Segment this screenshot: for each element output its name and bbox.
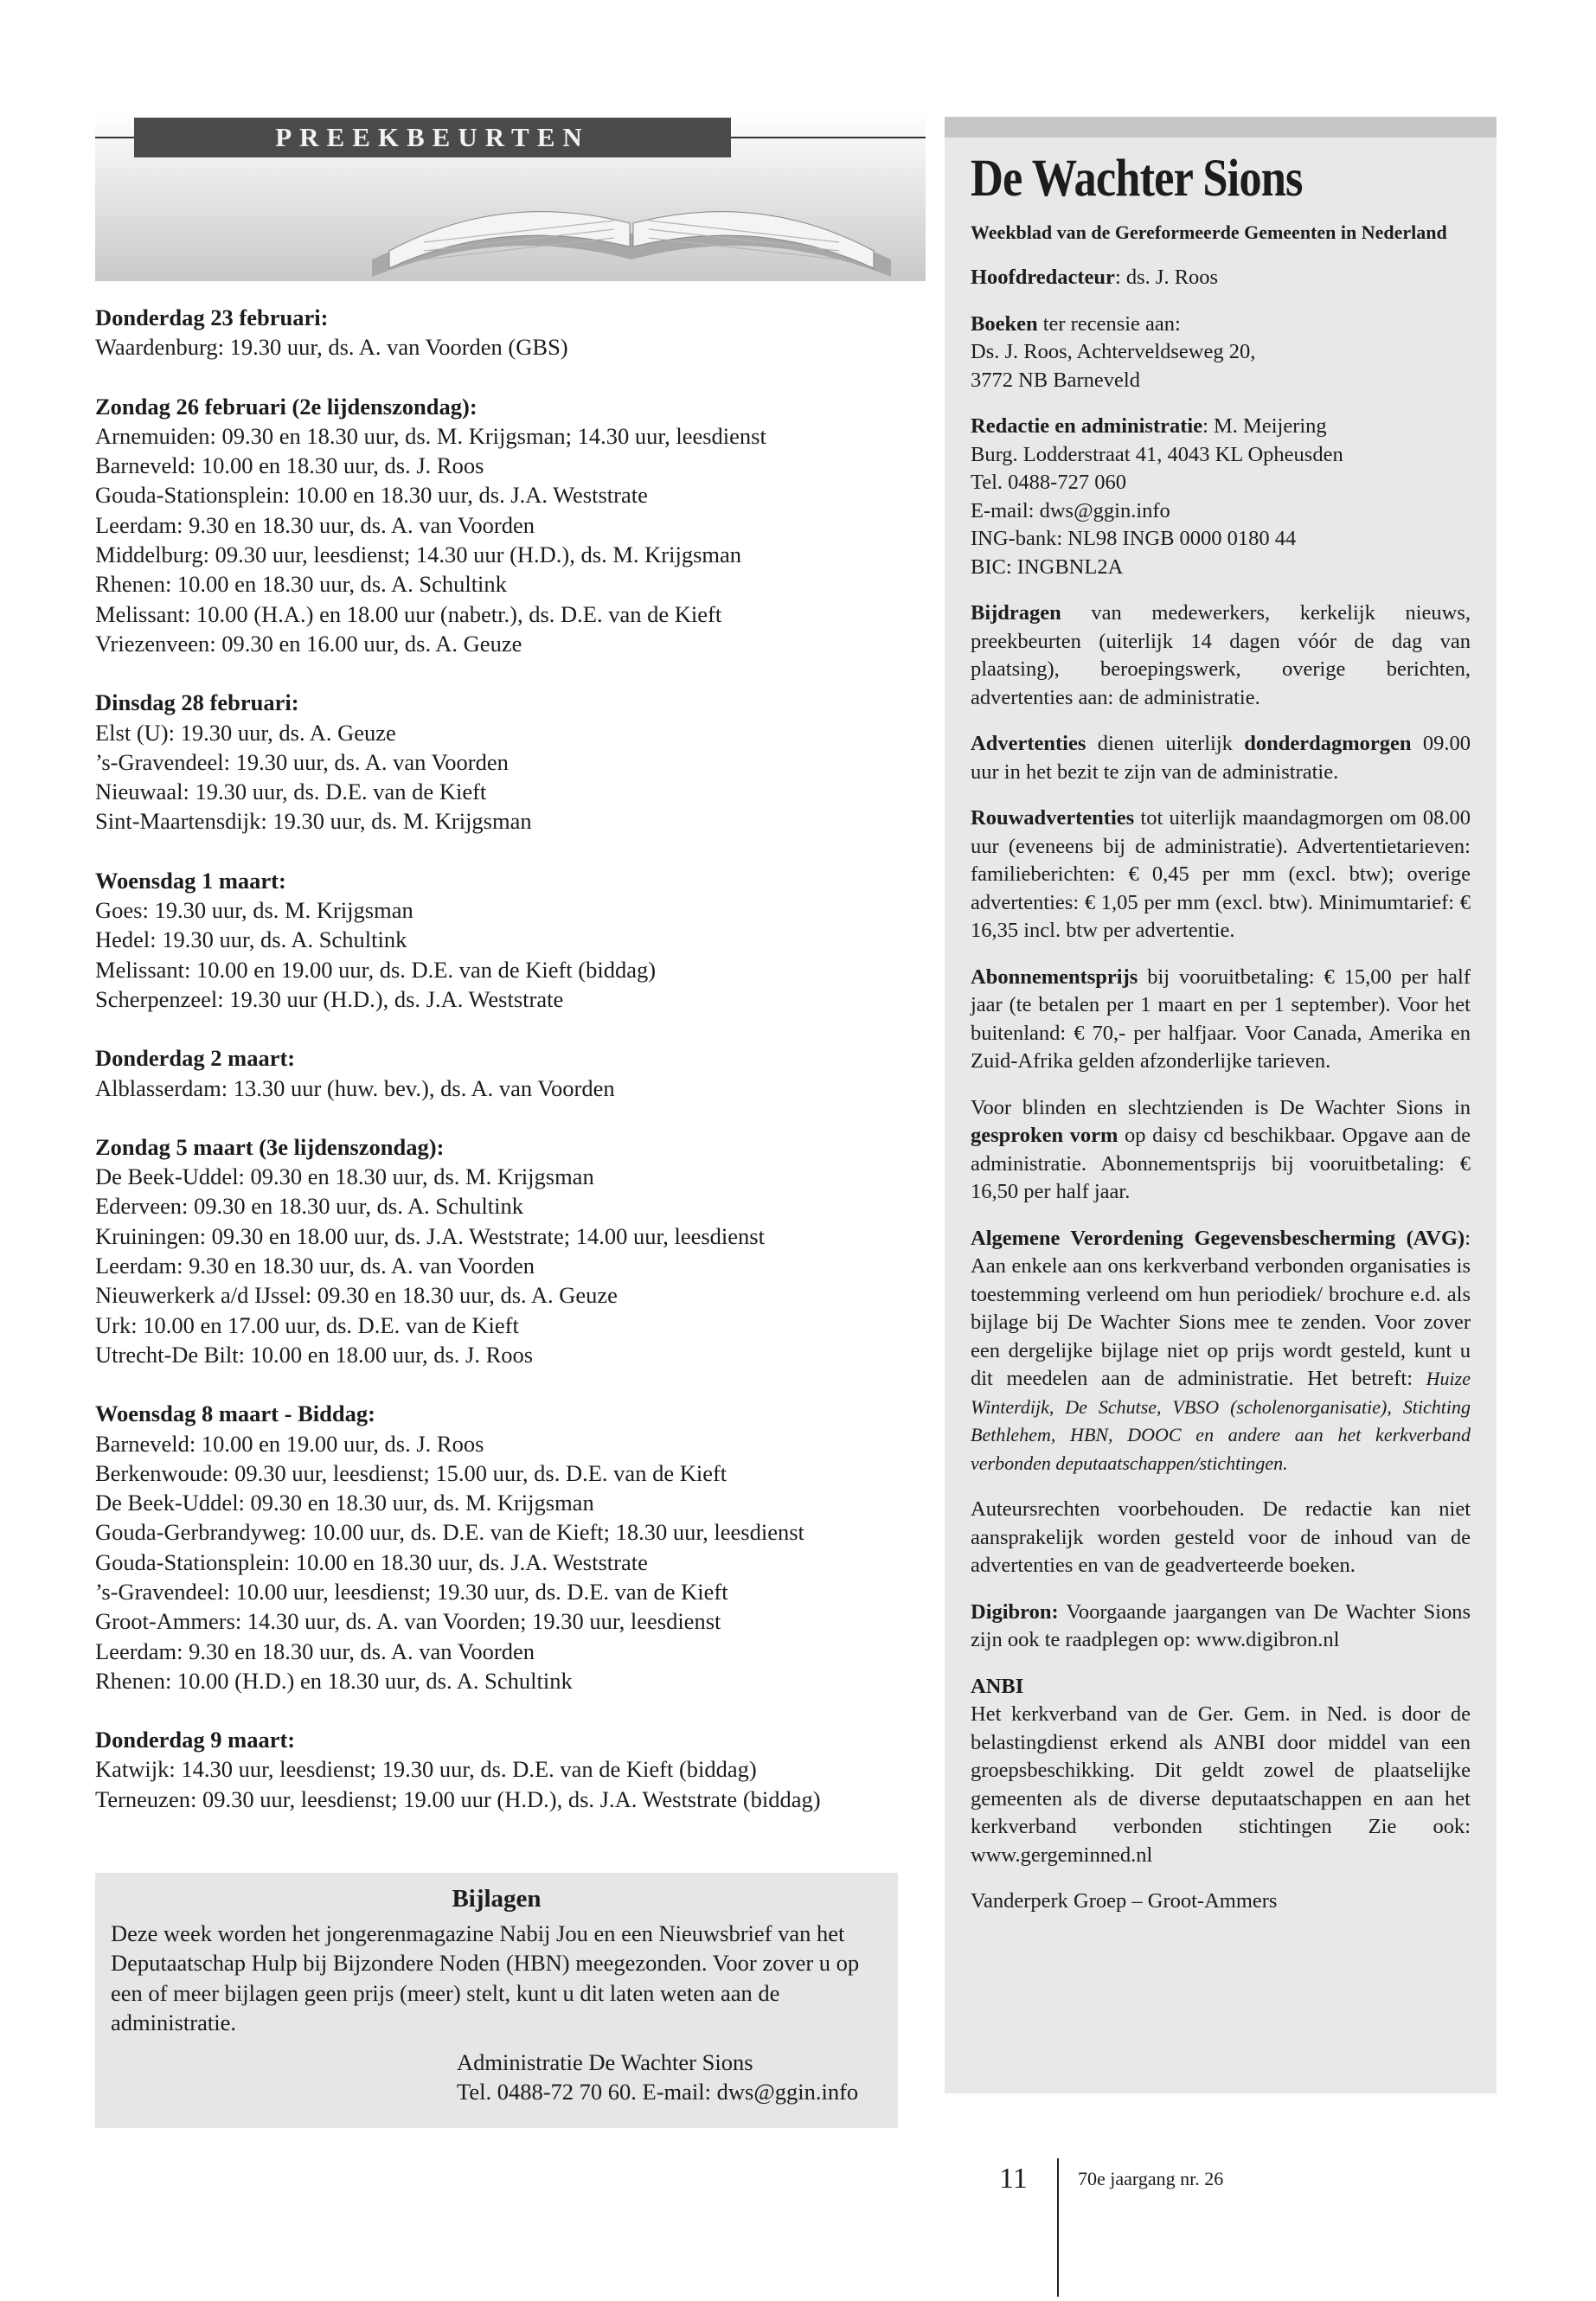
service-entry: Sint-Maartensdijk: 19.30 uur, ds. M. Krijgsman <box>95 808 532 835</box>
blinden-bold: gesproken vorm <box>971 1124 1118 1147</box>
service-entry: Melissant: 10.00 (H.A.) en 18.00 uur (nabetr.), ds. D.E. van de Kieft <box>95 600 722 627</box>
service-entry: Urk: 10.00 en 17.00 uur, ds. D.E. van de Kieft <box>95 1311 519 1338</box>
day-title: Woensdag 1 maart: <box>95 867 286 894</box>
bijlagen-text: Deze week worden het jongerenmagazine Nabij Jou en een Nieuwsbrief van het Deputaatschap Hulp bij Bijzondere Noden (HBN) meegezonden. Voor zover u op een of meer bijlagen geen prijs (meer) stelt, kunt u dit laten weten aan de administratie. <box>111 1920 860 2035</box>
sermon-schedule <box>95 303 917 1843</box>
digibron-text: Voorgaande jaargangen van De Wachter Sions zijn ook te raadplegen op: www.digibron.nl <box>971 1599 1471 1651</box>
volume-info: 70e jaargang nr. 26 <box>1078 2168 1224 2189</box>
schedule-day <box>95 1043 917 1103</box>
bijdragen-label: Bijdragen <box>971 601 1061 625</box>
advertenties-end: 09.00 uur in het bezit te zijn van de administratie. <box>971 732 1471 784</box>
schedule-day <box>95 1132 917 1369</box>
service-entry: Kruiningen: 09.30 en 18.00 uur, ds. J.A. Weststrate; 14.00 uur, leesdienst <box>95 1222 765 1249</box>
schedule-day <box>95 1725 917 1814</box>
service-entry: Scherpenzeel: 19.30 uur (H.D.), ds. J.A. Weststrate <box>95 985 564 1012</box>
abonnement-info <box>971 964 1471 1076</box>
service-entry: Katwijk: 14.30 uur, leesdienst; 19.30 uur, ds. D.E. van de Kieft (biddag) <box>95 1756 757 1783</box>
anbi-label: ANBI <box>971 1674 1024 1698</box>
advertenties-mid: dienen uiterlijk <box>1086 732 1245 755</box>
avg-info <box>971 1225 1471 1478</box>
day-title: Donderdag 9 maart: <box>95 1727 296 1753</box>
service-entry: Gouda-Stationsplein: 10.00 en 18.30 uur, ds. J.A. Weststrate <box>95 482 648 509</box>
avg-organisations: Huize Winterdijk, De Schutse, VBSO (scholenorganisatie), Stichting Bethlehem, HBN, DOOC en andere aan het kerkverband verbonden deputaatschappen/stichtingen. <box>971 1368 1471 1474</box>
day-title: Dinsdag 28 februari: <box>95 689 299 716</box>
redactie-label: Redactie en administratie <box>971 414 1203 438</box>
rouwadvertenties-info <box>971 804 1471 945</box>
service-entry: Arnemuiden: 09.30 en 18.30 uur, ds. M. Krijgsman; 14.30 uur, leesdienst <box>95 422 766 449</box>
redactie-info <box>971 413 1471 581</box>
day-title: Zondag 26 februari (2e lijdenszondag): <box>95 393 478 420</box>
advertenties-info <box>971 730 1471 786</box>
masthead-title: De Wachter Sions <box>971 150 1303 208</box>
redactie-details: : M. Meijering Burg. Lodderstraat 41, 4043 KL Opheusden Tel. 0488-727 060 E-mail: dws@ggin.info ING-bank: NL98 INGB 0000 0180 44 BIC: INGBNL2A <box>971 414 1343 579</box>
service-entry: Nieuwaal: 19.30 uur, ds. D.E. van de Kieft <box>95 779 487 805</box>
bijlagen-title: Bijlagen <box>452 1885 542 1913</box>
digibron-label: Digibron: <box>971 1599 1059 1624</box>
colophon <box>945 117 1497 2093</box>
service-entry: ’s-Gravendeel: 19.30 uur, ds. A. van Voorden <box>95 748 509 775</box>
rouw-text: tot uiterlijk maandagmorgen om 08.00 uur (eveneens bij de administratie). Advertentietarieven: familieberichten: € 0,45 per mm (excl. btw); overige advertenties: € 1,05 per mm (excl. btw). Minimumtarief: € 16,35 incl. btw per advertentie. <box>971 806 1471 942</box>
anbi-info <box>971 1673 1471 1870</box>
section-title: PREEKBEURTEN <box>134 118 731 157</box>
schedule-day <box>95 392 917 659</box>
digibron-info <box>971 1599 1471 1655</box>
schedule-day <box>95 866 917 1014</box>
service-entry: ’s-Gravendeel: 10.00 uur, leesdienst; 19.30 uur, ds. D.E. van de Kieft <box>95 1578 728 1605</box>
service-entry: Ederveen: 09.30 en 18.30 uur, ds. A. Schultink <box>95 1193 524 1220</box>
service-entry: Terneuzen: 09.30 uur, leesdienst; 19.00 uur (H.D.), ds. J.A. Weststrate (biddag) <box>95 1785 821 1812</box>
avg-label: Algemene Verordening Gegevensbescherming (AVG) <box>971 1226 1465 1250</box>
bijlagen-box <box>95 1873 898 2128</box>
service-entry: Gouda-Stationsplein: 10.00 en 18.30 uur, ds. J.A. Weststrate <box>95 1548 648 1575</box>
service-entry: Melissant: 10.00 en 19.00 uur, ds. D.E. van de Kieft (biddag) <box>95 956 657 983</box>
service-entry: Utrecht-De Bilt: 10.00 en 18.00 uur, ds. J. Roos <box>95 1341 534 1368</box>
service-entry: Waardenburg: 19.30 uur, ds. A. van Voorden (GBS) <box>95 334 568 361</box>
service-entry: De Beek-Uddel: 09.30 en 18.30 uur, ds. M. Krijgsman <box>95 1163 594 1190</box>
service-entry: Leerdam: 9.30 en 18.30 uur, ds. A. van Voorden <box>95 511 535 538</box>
service-entry: Elst (U): 19.30 uur, ds. A. Geuze <box>95 719 396 746</box>
abonnement-label: Abonnementsprijs <box>971 965 1138 989</box>
service-entry: De Beek-Uddel: 09.30 en 18.30 uur, ds. M. Krijgsman <box>95 1490 594 1516</box>
signature-contact: Tel. 0488-72 70 60. E-mail: dws@ggin.info <box>457 2079 859 2106</box>
day-title: Donderdag 2 maart: <box>95 1045 296 1072</box>
rouw-label: Rouwadvertenties <box>971 806 1135 830</box>
editor-info <box>971 264 1471 292</box>
schedule-day <box>95 1399 917 1695</box>
service-entry: Groot-Ammers: 14.30 uur, ds. A. van Voorden; 19.30 uur, leesdienst <box>95 1608 721 1635</box>
service-entry: Middelburg: 09.30 uur, leesdienst; 14.30 uur (H.D.), ds. M. Krijgsman <box>95 542 742 568</box>
service-entry: Barneveld: 10.00 en 18.30 uur, ds. J. Roos <box>95 452 484 479</box>
advertenties-label: Advertenties <box>971 732 1086 755</box>
abonnement-text: bij vooruitbetaling: € 15,00 per half jaar (te betalen per 1 maart en per 1 september). Voor het buitenland: € 70,- per halfjaar. Voor Canada, Amerika en Zuid-Afrika gelden afzonderlijke tarieven. <box>971 965 1471 1073</box>
service-entry: Berkenwoude: 09.30 uur, leesdienst; 15.00 uur, ds. D.E. van de Kieft <box>95 1459 727 1486</box>
page-number: 11 <box>999 2163 1028 2195</box>
service-entry: Vriezenveen: 09.30 en 16.00 uur, ds. A. Geuze <box>95 630 522 657</box>
colophon-top-bar <box>945 117 1497 138</box>
bijdragen-text: van medewerkers, kerkelijk nieuws, preekbeurten (uiterlijk 14 dagen vóór de dag van plaatsing), beroepingswerk, overige berichten, advertenties aan: de administratie. <box>971 601 1471 709</box>
service-entry: Goes: 19.30 uur, ds. M. Krijgsman <box>95 897 413 924</box>
service-entry: Alblasserdam: 13.30 uur (huw. bev.), ds. A. van Voorden <box>95 1074 615 1101</box>
blinden-pre: Voor blinden en slechtzienden is De Wachter Sions in <box>971 1095 1471 1119</box>
footer-divider <box>1057 2158 1059 2297</box>
service-entry: Hedel: 19.30 uur, ds. A. Schultink <box>95 926 407 953</box>
avg-text: : Aan enkele aan ons kerkverband verbonden organisaties is toestemming verleend om hun periodiek/ brochure e.d. als bijlage bij De Wachter Sions mee te zenden. Voor zover een dergelijke bijlage niet op prijs wordt gesteld, kunt u dit meedelen aan de administratie. Het betreft: <box>971 1226 1471 1390</box>
anbi-text: Het kerkverband van de Ger. Gem. in Ned. is door de belastingdienst erkend als ANBI door middel van een groepsbeschikking. Dit geldt zowel de plaatselijke gemeenten als de diverse deputaatschappen en aan het kerkverband verbonden stichtingen Zie ook: www.gergeminned.nl <box>971 1702 1471 1867</box>
schedule-day <box>95 303 917 362</box>
signature-name: Administratie De Wachter Sions <box>457 2049 753 2076</box>
books-label: Boeken <box>971 311 1038 336</box>
blinden-info <box>971 1094 1471 1207</box>
service-entry: Rhenen: 10.00 (H.D.) en 18.30 uur, ds. A. Schultink <box>95 1667 573 1694</box>
schedule-day <box>95 688 917 836</box>
section-banner <box>95 112 926 281</box>
editor-name: : ds. J. Roos <box>1114 266 1219 289</box>
day-title: Donderdag 23 februari: <box>95 304 329 330</box>
day-title: Zondag 5 maart (3e lijdenszondag): <box>95 1133 445 1160</box>
service-entry: Leerdam: 9.30 en 18.30 uur, ds. A. van Voorden <box>95 1253 535 1279</box>
books-address: ter recensie aan: Ds. J. Roos, Achterveldseweg 20, 3772 NB Barneveld <box>971 311 1256 392</box>
printer-info: Vanderperk Groep – Groot-Ammers <box>971 1889 1278 1913</box>
service-entry: Barneveld: 10.00 en 19.00 uur, ds. J. Roos <box>95 1430 484 1457</box>
masthead-subtitle: Weekblad van de Gereformeerde Gemeenten in Nederland <box>971 221 1447 243</box>
day-title: Woensdag 8 maart - Biddag: <box>95 1400 375 1427</box>
books-info <box>971 311 1471 395</box>
service-entry: Gouda-Gerbrandyweg: 10.00 uur, ds. D.E. van de Kieft; 18.30 uur, leesdienst <box>95 1519 804 1546</box>
bijlagen-signature <box>457 2048 882 2107</box>
editor-label: Hoofdredacteur <box>971 266 1115 289</box>
service-entry: Nieuwerkerk a/d IJssel: 09.30 en 18.30 uur, ds. A. Geuze <box>95 1282 618 1309</box>
service-entry: Leerdam: 9.30 en 18.30 uur, ds. A. van Voorden <box>95 1638 535 1664</box>
service-entry: Rhenen: 10.00 en 18.30 uur, ds. A. Schultink <box>95 571 507 598</box>
copyright-info: Auteursrechten voorbehouden. De redactie kan niet aansprakelijk worden gesteld voor de inhoud van de advertenties en van de geadverteerde boeken. <box>971 1497 1471 1577</box>
advertenties-deadline: donderdagmorgen <box>1244 732 1412 755</box>
bijdragen-info <box>971 599 1471 712</box>
blinden-post: op daisy cd beschikbaar. Opgave aan de administratie. Abonnementsprijs bij vooruitbetaling: € 16,50 per half jaar. <box>971 1124 1471 1203</box>
